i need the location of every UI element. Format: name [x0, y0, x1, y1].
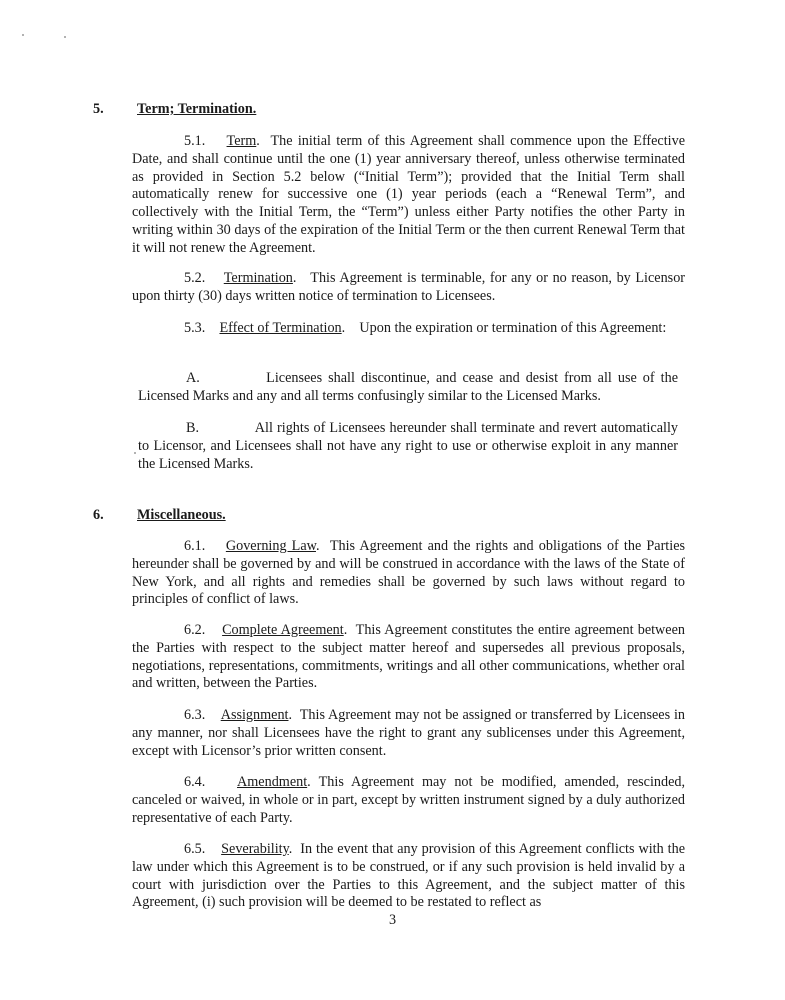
paragraph-5-2: 5.2. Termination. This Agreement is terminable, for any or no reason, by Licensor upon thirty (30) days written notice of termination to Licensees. [132, 270, 686, 304]
paragraph-number: 6.3. [184, 707, 206, 723]
paragraph-heading: Severability [221, 841, 289, 857]
subparagraph-5-3-b [138, 420, 678, 473]
paragraph-text: This Agreement constitutes the entire agreement between the Parties with respect to the subject matter hereof and supersedes all previous proposals, negotiations, representations, commitments, writings and all other communications, whether oral and written, between the Parties. [132, 622, 685, 692]
paragraph-heading: Complete Agreement [222, 622, 344, 638]
subparagraph-text: Licensees shall discontinue, and cease and desist from all use of the Licensed Marks and any and all terms confusingly similar to the Licensed Marks. [138, 370, 678, 404]
paragraph-5-1: 5.1. Term. The initial term of this Agreement shall commence upon the Effective Date, and shall continue until the one (1) year anniversary thereof, unless otherwise terminated as provided in Section 5.2 below (“Initial Term”); provided that the Initial Term shall automatically renew for successive one (1) year periods (each a “Renewal Term”, and collectively with the Initial Term, the “Term”) unless either Party notifies the other Party in writing within 30 days of the expiration of the Initial Term or the then current Renewal Term that it will not renew the Agreement. [132, 133, 686, 256]
section-number: 6. [93, 507, 104, 523]
paragraph-heading: Assignment [220, 707, 289, 723]
paragraph-number: 6.1. [184, 538, 206, 554]
paragraph-heading: Effect of Termination [219, 320, 342, 336]
scan-speck [134, 452, 136, 454]
paragraph-number: 6.5. [184, 841, 206, 857]
paragraph-text: Upon the expiration or termination of this Agreement: [359, 320, 667, 336]
section-title: Miscellaneous. [137, 507, 226, 523]
paragraph-6-4: 6.4. Amendment. This Agreement may not be modified, amended, rescinded, canceled or waived, in whole or in part, except by written instrument signed by a duly authorized representative of each Party. [132, 774, 686, 826]
section-title: Term; Termination. [137, 101, 257, 117]
section-6-heading [93, 507, 226, 525]
paragraph-heading: Termination [223, 270, 293, 286]
paragraph-number: 5.2. [184, 270, 206, 286]
paragraph-number: 6.2. [184, 622, 206, 638]
scan-speck [64, 36, 66, 38]
subparagraph-text: All rights of Licensees hereunder shall terminate and revert automatically to Licensor, and Licensees shall not have any right to use or otherwise exploit in any manner the Licensed Marks. [138, 420, 678, 472]
paragraph-heading: Term [226, 133, 257, 149]
scan-speck [22, 34, 24, 36]
paragraph-text: This Agreement and the rights and obligations of the Parties hereunder shall be governed by and will be construed in accordance with the laws of the State of New York, and all rights and remedies shall be governed by such laws without regard to principles of conflict of laws. [132, 538, 686, 608]
paragraph-number: 6.4. [184, 774, 206, 790]
paragraph-text: This Agreement may not be assigned or transferred by Licensees in any manner, nor shall Licensees have the right to grant any sublicenses under this Agreement, except with Licensor’s prior written consent. [132, 707, 686, 759]
paragraph-text: In the event that any provision of this Agreement conflicts with the law under which this Agreement is to be construed, or if any such provision is held invalid by a court with jurisdiction over the Parties to this Agreement, and the subject matter of this Agreement, (i) such provision will be deemed to be restated to reflect as [132, 841, 685, 911]
subparagraph-letter: B. [186, 420, 200, 436]
paragraph-6-5: 6.5. Severability. In the event that any provision of this Agreement conflicts with the law under which this Agreement is to be construed, or if any such provision is held invalid by a court with jurisdiction over the Parties to this Agreement, and the subject matter of this Agreement, (i) such provision will be deemed to be restated to reflect as [132, 841, 685, 911]
page-number: 3 [388, 912, 397, 928]
paragraph-6-1: 6.1. Governing Law. This Agreement and the rights and obligations of the Parties hereunder shall be governed by and will be construed in accordance with the laws of the State of New York, and all rights and remedies shall be governed by such laws without regard to principles of conflict of laws. [132, 538, 686, 608]
subparagraph-letter: A. [186, 370, 200, 386]
paragraph-6-2: 6.2. Complete Agreement. This Agreement constitutes the entire agreement between the Parties with respect to the subject matter hereof and supersedes all previous proposals, negotiations, representations, commitments, writings and all other communications, whether oral and written, between the Parties. [132, 622, 685, 692]
paragraph-heading: Governing Law [225, 538, 316, 554]
paragraph-text: This Agreement is terminable, for any or no reason, by Licensor upon thirty (30) days written notice of termination to Licensees. [132, 270, 686, 304]
section-number: 5. [93, 101, 104, 117]
paragraph-text: This Agreement may not be modified, amended, rescinded, canceled or waived, in whole or in part, except by written instrument signed by a duly authorized representative of each Party. [132, 774, 686, 826]
paragraph-5-3: 5.3. Effect of Termination. Upon the expiration or termination of this Agreement: [132, 320, 685, 338]
section-5-heading [93, 101, 256, 119]
paragraph-heading: Amendment [237, 774, 308, 790]
paragraph-number: 5.1. [184, 133, 206, 149]
paragraph-text: The initial term of this Agreement shall commence upon the Effective Date, and shall continue until the one (1) year anniversary thereof, unless otherwise terminated as provided in Section 5.2 below (“Initial Term”); provided that the Initial Term shall automatically renew for successive one (1) year periods (each a “Renewal Term”, and collectively with the Initial Term, the “Term”) unless either Party notifies the other Party in writing within 30 days of the expiration of the Initial Term or the then current Renewal Term that it will not renew the Agreement. [132, 133, 686, 256]
subparagraph-5-3-a [138, 370, 678, 406]
paragraph-number: 5.3. [184, 320, 206, 336]
paragraph-6-3: 6.3. Assignment. This Agreement may not be assigned or transferred by Licensees in any manner, nor shall Licensees have the right to grant any sublicenses under this Agreement, except with Licensor’s prior written consent. [132, 707, 686, 759]
